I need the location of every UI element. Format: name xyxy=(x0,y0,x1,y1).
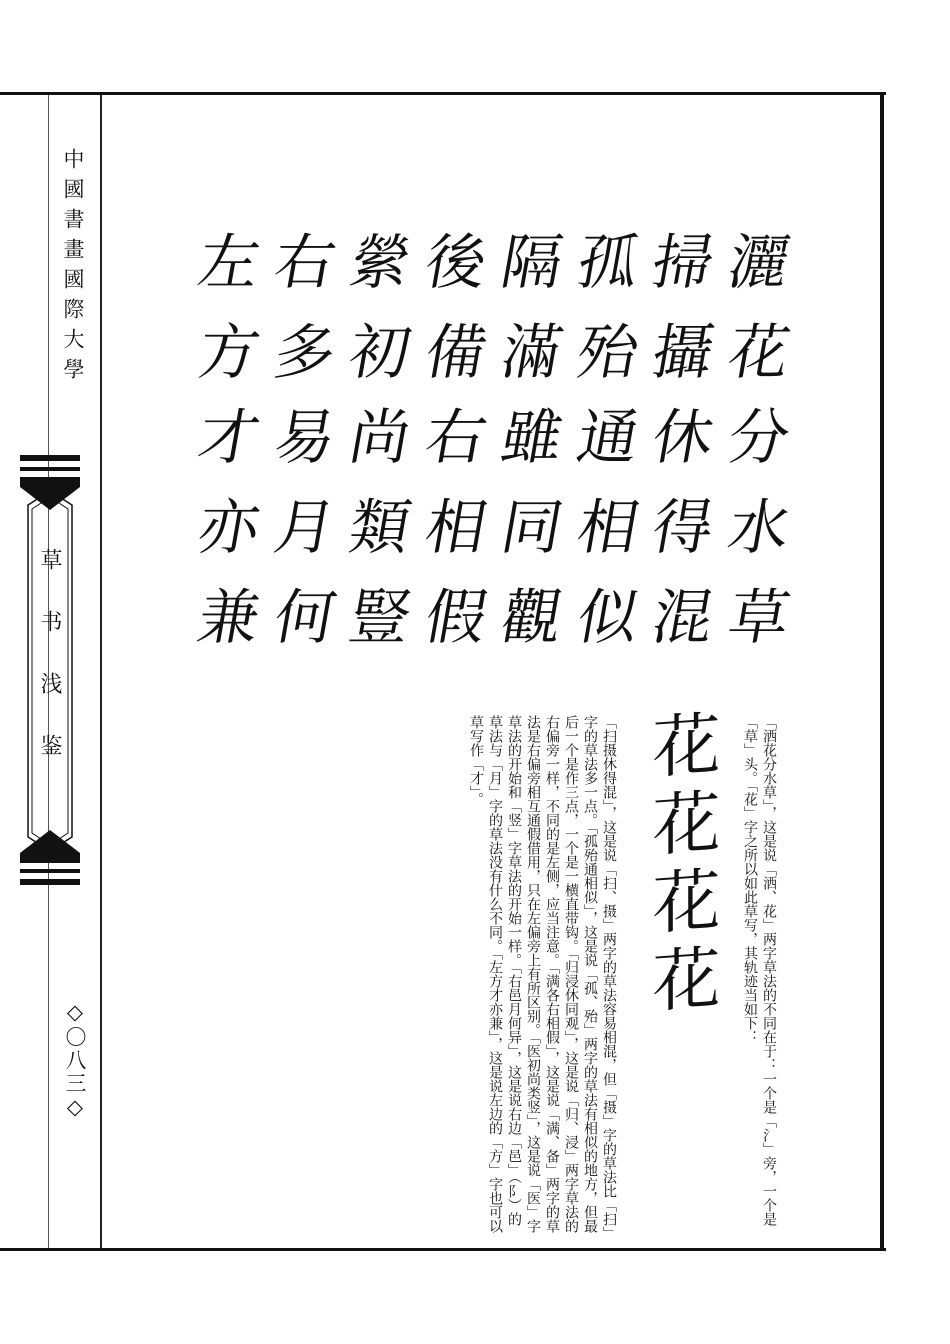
calligraphy-glyph: 月 xyxy=(268,493,337,563)
calligraphy-glyph: 通 xyxy=(571,403,640,473)
calligraphy-glyph: 得 xyxy=(647,493,716,563)
calligraphy-glyph: 右 xyxy=(268,228,337,298)
calligraphy-glyph: 豎 xyxy=(344,583,413,653)
calligraphy-glyph: 兼 xyxy=(192,583,262,653)
page-frame-bottom xyxy=(0,1248,886,1251)
body-text-paragraph-1: 「洒花分水草」，这是说「洒、花」两字草法的不同在于：一个是「氵」旁，一个是「草」头。「花」字之所以如此草写，其轨迹当如下： xyxy=(742,715,777,1226)
calligraphy-glyph: 草 xyxy=(722,583,792,653)
calligraphy-glyph: 假 xyxy=(419,583,489,653)
calligraphy-glyph: 備 xyxy=(419,318,489,388)
calligraphy-glyph: 右 xyxy=(419,403,489,473)
calligraphy-glyph: 尚 xyxy=(344,403,413,473)
calligraphy-glyph: 類 xyxy=(344,493,413,563)
page-frame-top xyxy=(0,92,886,95)
calligraphy-glyph: 相 xyxy=(419,493,489,563)
calligraphy-glyph: 水 xyxy=(722,493,792,563)
calligraphy-glyph: 孤 xyxy=(571,228,640,298)
spine-line-inner xyxy=(100,95,102,1248)
calligraphy-glyph: 似 xyxy=(571,583,640,653)
calligraphy-glyph: 分 xyxy=(722,403,792,473)
calligraphy-row xyxy=(192,315,792,391)
calligraphy-glyph: 多 xyxy=(268,318,337,388)
calligraphy-glyph: 攝 xyxy=(647,318,716,388)
calligraphy-glyph: 縈 xyxy=(344,228,413,298)
calligraphy-row xyxy=(192,490,792,566)
calligraphy-glyph: 休 xyxy=(647,403,716,473)
calligraphy-glyph: 滿 xyxy=(495,318,564,388)
calligraphy-glyph: 易 xyxy=(268,403,337,473)
body-text-paragraph-2: 「扫摄休得混」，这是说「扫、摄」两字的草法容易相混，但「摄」字的草法比「扫」字的草法多一点。「孤殆通相似」，这是说「孤、殆」两字的草法有相似的地方，但最后一个是作三点，一个是一横直带钩。「归浸休同观」，这是说「归、浸」两字草法的右偏旁一样，不同的是左侧，应当注意。「满各右相假」，这是说「满、备」两字的草法是右偏旁相互通假借用，只在左偏旁上有所区别。「医初尚类竖」，这是说「医」字草法的开始和「竖」字草法的开始一样。「右邑月何异」，这是说右边「邑」（阝）的草法与「月」字的草法没有什么不同。「左方才亦兼」，这是说左边的「方」字也可以草写作「才」。 xyxy=(468,715,617,1233)
calligraphy-glyph: 方 xyxy=(192,318,262,388)
school-name: 中國書畫國際大學 xyxy=(61,148,85,388)
calligraphy-glyph: 相 xyxy=(571,493,640,563)
calligraphy-glyph: 觀 xyxy=(495,583,564,653)
book-title: 草书浅鉴 xyxy=(37,548,62,796)
calligraphy-glyph: 後 xyxy=(419,228,489,298)
calligraphy-glyph: 灑 xyxy=(722,228,792,298)
calligraphy-glyph: 雖 xyxy=(495,403,564,473)
calligraphy-row xyxy=(192,580,792,656)
page-frame-right xyxy=(880,92,884,1251)
calligraphy-row xyxy=(192,400,792,476)
calligraphy-glyph: 掃 xyxy=(647,228,716,298)
calligraphy-glyph: 初 xyxy=(344,318,413,388)
calligraphy-glyph: 才 xyxy=(192,403,262,473)
calligraphy-glyph: 殆 xyxy=(571,318,640,388)
calligraphy-glyph: 混 xyxy=(647,583,716,653)
calligraphy-row xyxy=(192,225,792,301)
calligraphy-glyph: 亦 xyxy=(192,493,262,563)
hua-character-examples: 花花花花 xyxy=(641,707,720,1025)
calligraphy-glyph: 左 xyxy=(192,228,262,298)
calligraphy-glyph: 花 xyxy=(722,318,792,388)
calligraphy-glyph: 何 xyxy=(268,583,337,653)
calligraphy-glyph: 同 xyxy=(495,493,564,563)
page-number: ◇〇八三◇ xyxy=(63,1000,87,1121)
calligraphy-glyph: 隔 xyxy=(495,228,564,298)
